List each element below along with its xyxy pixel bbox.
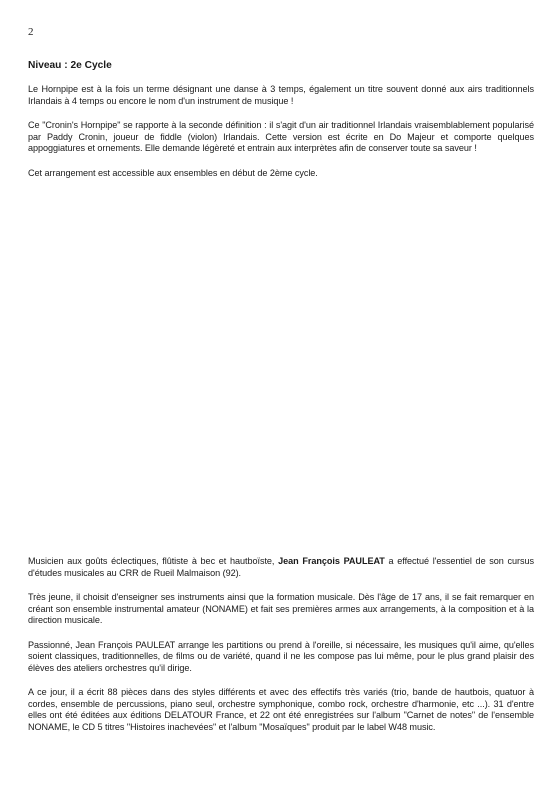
intro-paragraph-level: Cet arrangement est accessible aux ensembles en début de 2ème cycle. — [28, 167, 318, 178]
author-name: Jean François PAULEAT — [278, 556, 385, 566]
bio-paragraph-passion: Passionné, Jean François PAULEAT arrange les partitions ou prend à l'oreille, si nécessaire, les musiques qu'il aime, qu'elles soient classiques, traditionnelles, de films ou de variété, quand il ne les compose pas lui même, pour le plus grand plaisir des élèves des ateliers orchestres qu'il dirige. — [28, 639, 534, 673]
author-bio-section — [28, 556, 534, 746]
bio-intro-after: a effectué l'essentiel de son cursus d'études musicales au CRR de Rueil Malmaison (92). — [28, 556, 534, 578]
intro-paragraph-cronin: Ce "Cronin's Hornpipe" se rapporte à la seconde définition : il s'agit d'un air traditionnel Irlandais vraisemblablement popularisé par Paddy Cronin, joueur de fiddle (violon) Irlandais. Cette version est écrite en Do Majeur et comporte quelques appoggiatures et ornements. Elle demande légèreté et entrain aux interprètes afin de conserver toute sa saveur ! — [28, 120, 534, 153]
bio-paragraph-teaching: Très jeune, il choisit d'enseigner ses instruments ainsi que la formation musicale. Dès l'âge de 17 ans, il se fait remarquer en créant son ensemble instrumental amateur (NONAME) et fait ses premières armes aux arrangements, à la composition et à la direction musicale. — [28, 592, 534, 625]
intro-paragraph-hornpipe: Le Hornpipe est à la fois un terme désignant une danse à 3 temps, également un titre souvent donné aux airs traditionnels Irlandais à 4 temps ou encore le nom d'un instrument de musique ! — [28, 84, 534, 106]
level-heading: Niveau : 2e Cycle — [28, 60, 112, 71]
description-section — [28, 60, 534, 192]
page-number: 2 — [28, 26, 34, 38]
bio-intro-before: Musicien aux goûts éclectiques, flûtiste à bec et hautboïste, — [28, 556, 279, 566]
bio-paragraph-works: A ce jour, il a écrit 88 pièces dans des styles différents et avec des effectifs très variés (trio, bande de hautbois, quatuor à cordes, ensemble de percussions, piano seul, orchestre symphonique, combo rock, orchestre d'harmonie, etc ...). 31 d'entre elles ont été éditées aux éditions DELATOUR France, et 22 ont été enregistrées sur l'album "Carnet de notes" de l'ensemble NONAME, le CD 5 titres "Histoires inachevées" et l'album "Mosaïques" produit par le label W48 music. — [28, 687, 534, 732]
bio-paragraph-intro — [28, 556, 534, 579]
